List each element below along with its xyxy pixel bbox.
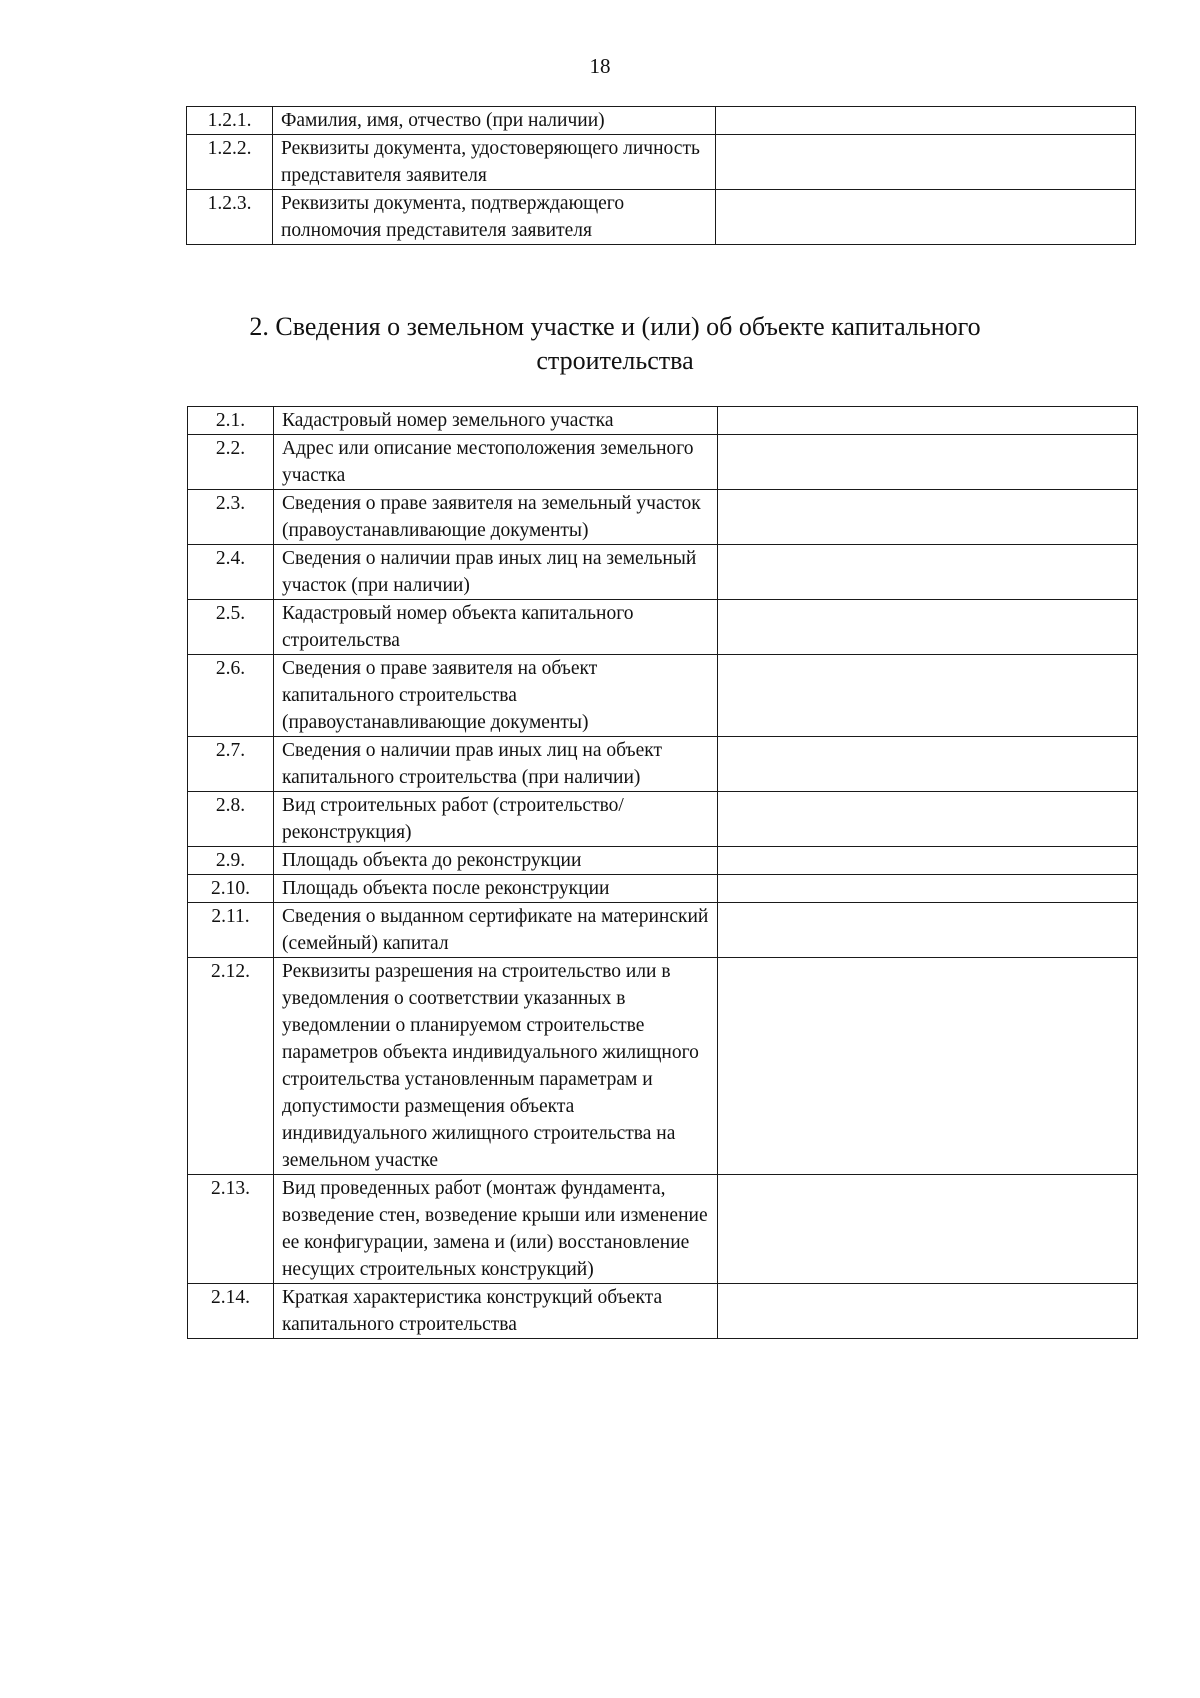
row-value-field[interactable]	[718, 407, 1138, 435]
row-number: 1.2.2.	[187, 135, 273, 190]
table-row	[187, 107, 1136, 135]
row-value-field[interactable]	[718, 490, 1138, 545]
table-row	[188, 600, 1138, 655]
row-number: 2.1.	[188, 407, 274, 435]
row-label: Краткая характеристика конструкций объекта капитального строительства	[274, 1284, 718, 1339]
row-value-field[interactable]	[718, 958, 1138, 1175]
row-number: 2.7.	[188, 737, 274, 792]
table-row	[188, 1175, 1138, 1284]
row-label: Площадь объекта до реконструкции	[274, 847, 718, 875]
page-number: 18	[589, 54, 611, 78]
row-label: Адрес или описание местоположения земельного участка	[274, 435, 718, 490]
row-number: 2.5.	[188, 600, 274, 655]
row-label: Сведения о праве заявителя на объект капитального строительства (правоустанавливающие документы)	[274, 655, 718, 737]
row-value-field[interactable]	[718, 1284, 1138, 1339]
row-label: Сведения о выданном сертификате на материнский (семейный) капитал	[274, 903, 718, 958]
row-label: Вид строительных работ (строительство/реконструкция)	[274, 792, 718, 847]
row-label: Фамилия, имя, отчество (при наличии)	[273, 107, 716, 135]
row-value-field[interactable]	[716, 135, 1136, 190]
row-value-field[interactable]	[718, 545, 1138, 600]
table-row	[188, 435, 1138, 490]
table-row	[188, 958, 1138, 1175]
row-label: Площадь объекта после реконструкции	[274, 875, 718, 903]
row-label: Реквизиты документа, удостоверяющего личность представителя заявителя	[273, 135, 716, 190]
row-number: 2.14.	[188, 1284, 274, 1339]
row-label: Вид проведенных работ (монтаж фундамента, возведение стен, возведение крыши или изменение ее конфигурации, замена и (или) восстановление несущих строительных конструкций)	[274, 1175, 718, 1284]
row-value-field[interactable]	[716, 190, 1136, 245]
row-value-field[interactable]	[718, 737, 1138, 792]
row-value-field[interactable]	[718, 847, 1138, 875]
table-row	[188, 903, 1138, 958]
row-label: Реквизиты разрешения на строительство или в уведомления о соответствии указанных в уведомлении о планируемом строительстве параметров объекта индивидуального жилищного строительства установленным параметрам и допустимости размещения объекта индивидуального жилищного строительства на земельном участке	[274, 958, 718, 1175]
table-row	[187, 135, 1136, 190]
row-number: 2.4.	[188, 545, 274, 600]
row-number: 2.3.	[188, 490, 274, 545]
table-row	[188, 737, 1138, 792]
row-value-field[interactable]	[716, 107, 1136, 135]
row-number: 2.12.	[188, 958, 274, 1175]
table-row	[188, 847, 1138, 875]
table-row	[188, 792, 1138, 847]
row-number: 2.8.	[188, 792, 274, 847]
row-label: Кадастровый номер объекта капитального строительства	[274, 600, 718, 655]
row-label: Реквизиты документа, подтверждающего полномочия представителя заявителя	[273, 190, 716, 245]
row-value-field[interactable]	[718, 875, 1138, 903]
row-number: 2.6.	[188, 655, 274, 737]
land-plot-and-object-table	[187, 406, 1138, 1339]
table-row	[187, 190, 1136, 245]
row-label: Кадастровый номер земельного участка	[274, 407, 718, 435]
row-number: 2.2.	[188, 435, 274, 490]
section-heading: 2. Сведения о земельном участке и (или) об объекте капитального строительства	[249, 312, 981, 375]
row-value-field[interactable]	[718, 600, 1138, 655]
table-row	[188, 490, 1138, 545]
applicant-representative-table	[186, 106, 1136, 245]
table-row	[188, 1284, 1138, 1339]
row-value-field[interactable]	[718, 1175, 1138, 1284]
table-row	[188, 545, 1138, 600]
table-row	[188, 875, 1138, 903]
row-number: 2.11.	[188, 903, 274, 958]
table-row	[188, 655, 1138, 737]
row-number: 2.13.	[188, 1175, 274, 1284]
row-number: 2.10.	[188, 875, 274, 903]
row-label: Сведения о наличии прав иных лиц на земельный участок (при наличии)	[274, 545, 718, 600]
row-number: 1.2.1.	[187, 107, 273, 135]
row-value-field[interactable]	[718, 903, 1138, 958]
row-value-field[interactable]	[718, 435, 1138, 490]
row-label: Сведения о наличии прав иных лиц на объект капитального строительства (при наличии)	[274, 737, 718, 792]
row-label: Сведения о праве заявителя на земельный участок (правоустанавливающие документы)	[274, 490, 718, 545]
row-value-field[interactable]	[718, 655, 1138, 737]
row-number: 2.9.	[188, 847, 274, 875]
table-row	[188, 407, 1138, 435]
row-value-field[interactable]	[718, 792, 1138, 847]
row-number: 1.2.3.	[187, 190, 273, 245]
